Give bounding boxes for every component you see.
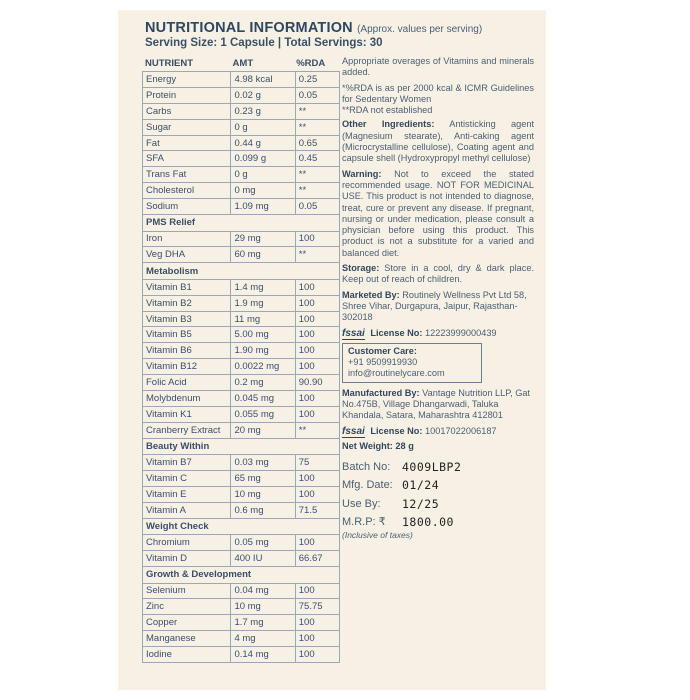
table-row	[143, 375, 340, 391]
table-row	[143, 502, 340, 518]
serving-info: Serving Size: 1 Capsule | Total Servings: 30	[145, 37, 383, 49]
care-label: Customer Care:	[348, 345, 417, 356]
batch-label: Batch No:	[342, 460, 391, 473]
table-row	[143, 486, 340, 502]
info-column	[342, 56, 534, 542]
nutrient-name: Cholesterol	[143, 183, 231, 199]
nutrient-rda: **	[295, 183, 339, 199]
nutrient-rda: 100	[295, 295, 339, 311]
section-title: Beauty Within	[143, 438, 340, 455]
nutrient-rda: **	[295, 247, 339, 263]
use-by-label: Use By:	[342, 497, 381, 510]
nutrient-amount: 400 IU	[231, 551, 295, 567]
nutrient-rda: 0.05	[295, 199, 339, 215]
nutrient-rda: **	[295, 103, 339, 119]
license-label-1: License No:	[370, 327, 423, 338]
table-row	[143, 422, 340, 438]
table-row	[143, 72, 340, 88]
nutrient-amount: 10 mg	[231, 486, 295, 502]
customer-care-box	[342, 343, 482, 383]
nutrient-name: Vitamin C	[143, 471, 231, 487]
manufactured-by	[342, 388, 534, 422]
table-row	[143, 311, 340, 327]
table-row	[143, 279, 340, 295]
nutrient-amount: 1.9 mg	[231, 295, 295, 311]
nutrient-rda: 100	[295, 406, 339, 422]
table-row	[143, 343, 340, 359]
nutrient-rda: 100	[295, 391, 339, 407]
nutrient-name: Vitamin A	[143, 502, 231, 518]
nutrient-amount: 1.7 mg	[231, 615, 295, 631]
nutrient-amount: 11 mg	[231, 311, 295, 327]
table-row	[143, 87, 340, 103]
nutrient-amount: 60 mg	[231, 247, 295, 263]
table-row	[143, 359, 340, 375]
table-row	[143, 551, 340, 567]
batch-info	[342, 458, 534, 542]
nutrient-name: Vitamin B5	[143, 327, 231, 343]
table-row	[143, 631, 340, 647]
batch-value: 4009LBP2	[402, 459, 462, 474]
nutrient-amount: 65 mg	[231, 471, 295, 487]
rda-notes	[342, 83, 534, 117]
nutrient-amount: 0.055 mg	[231, 406, 295, 422]
rda-basis: *%RDA is as per 2000 kcal & ICMR Guidelines for Sedentary Women	[342, 82, 534, 104]
nutrient-amount: 10 mg	[231, 599, 295, 615]
nutrient-amount: 0 mg	[231, 183, 295, 199]
use-by-value: 12/25	[402, 496, 440, 511]
nutrient-amount: 0 g	[231, 167, 295, 183]
nutrient-name: Selenium	[143, 583, 231, 599]
table-row	[143, 647, 340, 663]
storage-text: Store in a cool, dry & dark place. Keep out of reach of children.	[342, 263, 534, 285]
nutrient-name: Vitamin E	[143, 486, 231, 502]
nutrient-rda: 100	[295, 471, 339, 487]
nutrient-amount: 0.44 g	[231, 135, 295, 151]
marketed-label: Marketed By:	[342, 289, 400, 300]
nutrient-name: Sugar	[143, 119, 231, 135]
nutrient-name: Molybdenum	[143, 391, 231, 407]
rda-na: **RDA not established	[342, 105, 433, 116]
nutrient-rda: 100	[295, 647, 339, 663]
nutrient-amount: 0.05 mg	[231, 535, 295, 551]
mfg-date-row	[342, 477, 534, 496]
mfg-text: Vantage Nutrition LLP, Gat No.475B, Village Dhangarwadi, Taluka Khandala, Satara, Maharashtra 412801	[342, 387, 531, 421]
inclusive-taxes: (Inclusive of taxes)	[342, 530, 413, 541]
nutrient-rda: 100	[295, 279, 339, 295]
nutrient-rda: 0.65	[295, 135, 339, 151]
license-2	[342, 426, 534, 437]
table-section-row	[143, 215, 340, 232]
nutrient-name: Vitamin B1	[143, 279, 231, 295]
nutrient-rda: 0.45	[295, 151, 339, 167]
nutrient-amount: 0.23 g	[231, 103, 295, 119]
nutrient-rda: 100	[295, 311, 339, 327]
section-title: PMS Relief	[143, 215, 340, 232]
mrp-label: M.R.P: ₹	[342, 516, 386, 529]
nutrient-name: Iron	[143, 231, 231, 247]
nutrient-name: Zinc	[143, 599, 231, 615]
table-row	[143, 103, 340, 119]
nutrient-amount: 1.90 mg	[231, 343, 295, 359]
license-1	[342, 328, 534, 339]
table-row	[143, 406, 340, 422]
nutrient-name: Trans Fat	[143, 167, 231, 183]
nutrient-amount: 0.03 mg	[231, 455, 295, 471]
nutrient-rda: 100	[295, 343, 339, 359]
nutrient-rda: 0.05	[295, 87, 339, 103]
table-row	[143, 583, 340, 599]
table-row	[143, 615, 340, 631]
nutrition-table-section	[142, 56, 340, 663]
col-amt: AMT	[232, 58, 254, 69]
nutrient-name: Vitamin B12	[143, 359, 231, 375]
warning	[342, 169, 534, 259]
batch-row	[342, 458, 534, 477]
nutrient-rda: 100	[295, 486, 339, 502]
nutrient-name: Vitamin K1	[143, 406, 231, 422]
nutrition-table	[142, 71, 340, 663]
table-row	[143, 455, 340, 471]
use-by-row	[342, 495, 534, 514]
care-phone: +91 9509919930	[348, 357, 418, 368]
nutrient-rda: 0.25	[295, 72, 339, 88]
nutrient-amount: 0.0022 mg	[231, 359, 295, 375]
fssai-logo: fssai	[342, 327, 365, 339]
table-row	[143, 199, 340, 215]
ingredients-text: Antisticking agent (Magnesium stearate), Anti-caking agent (Microcrystalline cellulose), Coating agent and capsule shell (Hydroxypropyl methyl cellulose)	[342, 119, 534, 164]
nutrient-name: Chromium	[143, 535, 231, 551]
nutrient-name: Sodium	[143, 199, 231, 215]
nutrient-name: Vitamin B3	[143, 311, 231, 327]
table-section-row	[143, 518, 340, 535]
nutrient-name: Vitamin B2	[143, 295, 231, 311]
nutrient-rda: 100	[295, 231, 339, 247]
nutrient-rda: 75	[295, 455, 339, 471]
approx-note: (Approx. values per serving)	[357, 24, 483, 35]
mfg-label: Manufactured By:	[342, 387, 420, 398]
table-section-row	[143, 438, 340, 455]
nutrient-amount: 0.14 mg	[231, 647, 295, 663]
table-header	[142, 56, 340, 71]
nutrient-rda: 66.67	[295, 551, 339, 567]
table-section-row	[143, 567, 340, 584]
ingredients	[342, 119, 534, 164]
nutrient-rda: 100	[295, 327, 339, 343]
storage-label: Storage:	[342, 263, 380, 274]
nutrient-amount: 5.00 mg	[231, 327, 295, 343]
section-title: Metabolism	[143, 263, 340, 280]
header	[145, 20, 555, 49]
table-row	[143, 247, 340, 263]
table-row	[143, 295, 340, 311]
nutrient-amount: 0.2 mg	[231, 375, 295, 391]
table-row	[143, 391, 340, 407]
nutrient-amount: 1.09 mg	[231, 199, 295, 215]
net-weight-text: Net Weight: 28 g	[342, 440, 414, 451]
nutrient-name: Vitamin D	[143, 551, 231, 567]
table-row	[143, 183, 340, 199]
nutrient-amount: 1.4 mg	[231, 279, 295, 295]
table-row	[143, 119, 340, 135]
fssai-logo-2: fssai	[342, 425, 365, 437]
nutrient-rda: 75.75	[295, 599, 339, 615]
table-row	[143, 167, 340, 183]
nutrient-amount: 0.099 g	[231, 151, 295, 167]
nutrient-amount: 0.045 mg	[231, 391, 295, 407]
nutrient-amount: 0.02 g	[231, 87, 295, 103]
section-title: Growth & Development	[143, 567, 340, 584]
col-nutrient: NUTRIENT	[145, 58, 194, 69]
table-row	[143, 135, 340, 151]
license-label-2: License No:	[370, 425, 423, 436]
mrp-value: 1800.00	[402, 515, 454, 530]
nutrient-rda: 71.5	[295, 502, 339, 518]
col-rda: %RDA	[296, 58, 326, 69]
warning-text: Not to exceed the stated recommended usage. NOT FOR MEDICINAL USE. This product is not intended to diagnose, treat, cure or prevent any disease. If pregnant, nursing or under medication, please consult a physician before using this product. This product is not a substitute for a varied and balanced diet.	[342, 168, 534, 258]
nutrient-name: Manganese	[143, 631, 231, 647]
net-weight	[342, 441, 534, 452]
nutrient-name: Vitamin B7	[143, 455, 231, 471]
nutrient-rda: 100	[295, 631, 339, 647]
nutrient-name: Protein	[143, 87, 231, 103]
table-row	[143, 535, 340, 551]
nutrient-amount: 20 mg	[231, 422, 295, 438]
table-section-row	[143, 263, 340, 280]
nutrient-rda: 90.90	[295, 375, 339, 391]
page-title	[145, 20, 555, 36]
ingredients-label: Other Ingredients:	[342, 119, 435, 130]
nutrient-rda: 100	[295, 359, 339, 375]
table-row	[143, 151, 340, 167]
title-text: NUTRITIONAL INFORMATION	[145, 20, 353, 36]
table-row	[143, 599, 340, 615]
section-title: Weight Check	[143, 518, 340, 535]
nutrient-name: Copper	[143, 615, 231, 631]
mfg-date-label: Mfg. Date:	[342, 479, 393, 492]
table-row	[143, 231, 340, 247]
nutrient-amount: 4.98 kcal	[231, 72, 295, 88]
nutrient-rda: **	[295, 167, 339, 183]
warning-label: Warning:	[342, 168, 382, 179]
storage	[342, 263, 534, 286]
nutrient-amount: 0.04 mg	[231, 583, 295, 599]
nutrient-name: Vitamin B6	[143, 343, 231, 359]
nutrient-name: Carbs	[143, 103, 231, 119]
nutrient-rda: 100	[295, 535, 339, 551]
license-number-2: 10017022006187	[425, 425, 497, 436]
nutrient-amount: 0 g	[231, 119, 295, 135]
mfg-date-value: 01/24	[402, 478, 440, 493]
nutrient-rda: **	[295, 422, 339, 438]
care-email: info@routinelycare.com	[348, 368, 445, 379]
nutrient-amount: 0.6 mg	[231, 502, 295, 518]
nutrient-name: Iodine	[143, 647, 231, 663]
marketed-text: Routinely Wellness Pvt Ltd 58, Shree Vihar, Durgapura, Jaipur, Rajasthan-302018	[342, 289, 527, 323]
nutrient-rda: 100	[295, 615, 339, 631]
nutrient-name: Folic Acid	[143, 375, 231, 391]
nutrient-amount: 29 mg	[231, 231, 295, 247]
nutrient-rda: 100	[295, 583, 339, 599]
nutrient-name: SFA	[143, 151, 231, 167]
table-row	[143, 327, 340, 343]
nutrient-amount: 4 mg	[231, 631, 295, 647]
nutrient-name: Fat	[143, 135, 231, 151]
overages-note: Appropriate overages of Vitamins and minerals added.	[342, 56, 534, 78]
marketed-by	[342, 290, 534, 324]
license-number-1: 12223999000439	[425, 327, 497, 338]
nutrient-name: Cranberry Extract	[143, 422, 231, 438]
table-row	[143, 471, 340, 487]
nutrient-name: Energy	[143, 72, 231, 88]
nutrient-name: Veg DHA	[143, 247, 231, 263]
nutrient-rda: **	[295, 119, 339, 135]
